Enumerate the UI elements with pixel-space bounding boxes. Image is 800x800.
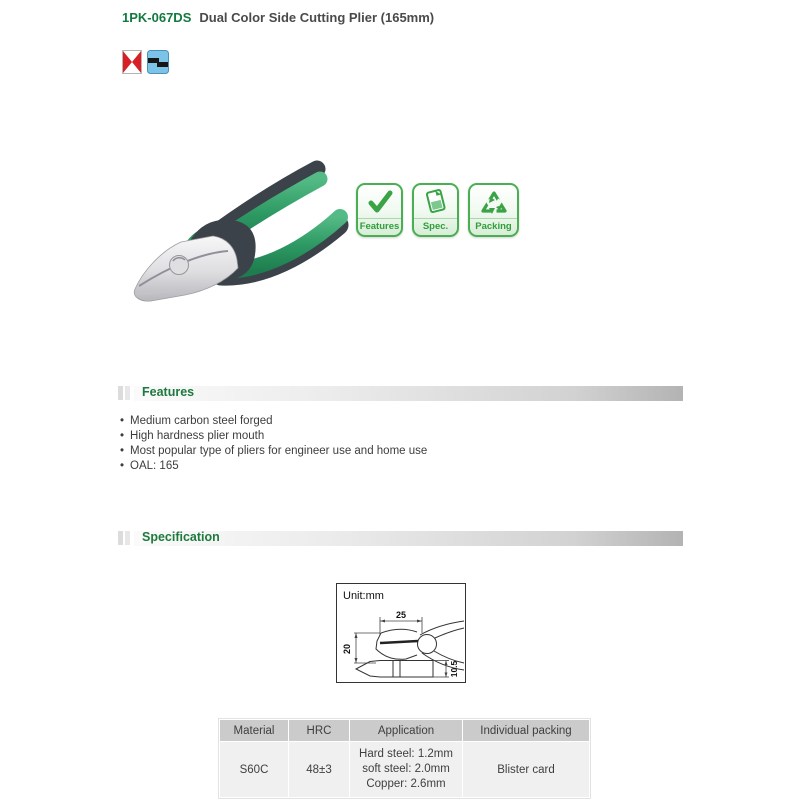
cell-hrc: 48±3 [289,742,349,797]
product-image [125,145,355,328]
dim-jaw-thickness-label: 10.5 [449,660,459,678]
product-code: 1PK-067DS [122,10,192,25]
application-line: Hard steel: 1.2mm [359,748,453,760]
features-badge[interactable] [356,183,403,237]
application-line: Copper: 2.6mm [366,778,446,790]
features-list [120,414,427,474]
pliers-illustration [125,145,355,323]
document-icon [414,185,457,218]
spec-badge[interactable] [412,183,459,237]
cell-application [350,742,462,797]
checkmark-icon [358,185,401,218]
spec-table [218,718,591,799]
header-ticks-icon [118,386,130,400]
feature-text: OAL: 165 [130,460,179,472]
red-bowtie-icon [122,50,142,74]
feature-text: High hardness plier mouth [130,430,265,442]
feature-text: Medium carbon steel forged [130,415,273,427]
product-name: Dual Color Side Cutting Plier (165mm) [199,10,435,25]
col-header-hrc: HRC [289,720,349,741]
feature-item [120,459,427,474]
attribute-icons [122,50,169,74]
header-gradient-bar [134,386,683,401]
diagram-unit-label: Unit:mm [343,590,384,602]
dim-head-height-label: 20 [342,643,352,655]
col-header-material: Material [220,720,288,741]
recycle-icon [470,185,517,218]
packing-badge[interactable] [468,183,519,237]
cell-packing: Blister card [463,742,589,797]
feature-item [120,414,427,429]
features-section-header [118,385,683,402]
cell-material: S60C [220,742,288,797]
header-ticks-icon [118,531,130,545]
col-header-application: Application [350,720,462,741]
badge-label: Packing [470,218,517,235]
blue-stripe-icon [147,50,169,74]
application-line: soft steel: 2.0mm [362,763,450,775]
spec-table-row [220,742,589,797]
feature-item [120,429,427,444]
feature-item [120,444,427,459]
feature-text: Most popular type of pliers for engineer use and home use [130,445,428,457]
spec-table-header-row [220,720,589,741]
badge-label: Spec. [414,218,457,235]
col-header-packing: Individual packing [463,720,589,741]
specification-heading: Specification [142,530,220,544]
page-title [122,10,434,25]
badge-label: Features [358,218,401,235]
spec-table-container [218,718,591,799]
dim-head-width-label: 25 [395,610,407,620]
dimension-diagram [336,583,466,683]
features-heading: Features [142,385,195,399]
action-badges [356,183,519,237]
specification-section-header [118,530,683,547]
